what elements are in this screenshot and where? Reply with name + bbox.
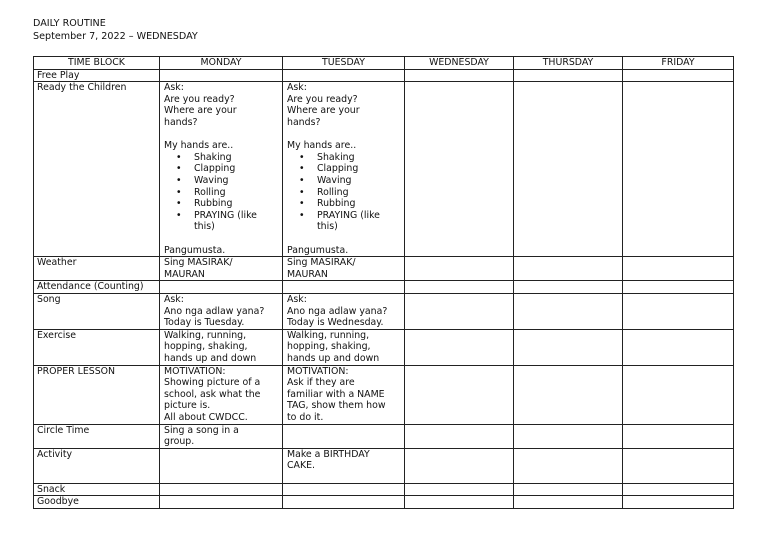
thursday-cell xyxy=(514,257,623,281)
monday-cell: Ask: Are you ready? Where are your hands? My hands are.. • Shaking • Clapping • Waving • Rolling • Rubbing • PRAYING (like this) Pangumusta. xyxy=(160,82,283,257)
tuesday-cell xyxy=(283,281,405,294)
header-row xyxy=(34,57,734,70)
col-thursday: THURSDAY xyxy=(514,57,623,70)
wednesday-cell xyxy=(405,448,514,483)
friday-cell xyxy=(623,365,734,424)
monday-cell: Sing a song in a group. xyxy=(160,424,283,448)
wednesday-cell xyxy=(405,365,514,424)
list-item: • Rubbing xyxy=(317,198,401,210)
monday-cell xyxy=(160,483,283,496)
list-item: • Rolling xyxy=(317,187,401,199)
tuesday-cell: Walking, running, hopping, shaking, hands up and down xyxy=(283,329,405,365)
list-item: • Shaking xyxy=(317,152,401,164)
col-wednesday: WEDNESDAY xyxy=(405,57,514,70)
thursday-cell xyxy=(514,69,623,82)
wednesday-cell xyxy=(405,483,514,496)
table-row xyxy=(34,293,734,329)
friday-cell xyxy=(623,329,734,365)
wednesday-cell xyxy=(405,424,514,448)
list-item: • Rolling xyxy=(194,187,279,199)
wednesday-cell xyxy=(405,82,514,257)
friday-cell xyxy=(623,448,734,483)
list-item: • PRAYING (like this) xyxy=(317,210,401,233)
tuesday-cell: Sing MASIRAK/ MAURAN xyxy=(283,257,405,281)
table-row xyxy=(34,483,734,496)
list-item: • Waving xyxy=(317,175,401,187)
tuesday-cell: Ask: Are you ready? Where are your hands? My hands are.. • Shaking • Clapping • Waving • Rolling • Rubbing • PRAYING (like this) Pangumusta. xyxy=(283,82,405,257)
wednesday-cell xyxy=(405,329,514,365)
thursday-cell xyxy=(514,496,623,509)
thursday-cell xyxy=(514,448,623,483)
monday-cell: Sing MASIRAK/ MAURAN xyxy=(160,257,283,281)
col-friday: FRIDAY xyxy=(623,57,734,70)
document-title: DAILY ROUTINE xyxy=(33,18,106,29)
tuesday-cell: Make a BIRTHDAY CAKE. xyxy=(283,448,405,483)
wednesday-cell xyxy=(405,257,514,281)
table-row xyxy=(34,424,734,448)
col-tuesday: TUESDAY xyxy=(283,57,405,70)
time-block-cell: Song xyxy=(34,293,160,329)
friday-cell xyxy=(623,69,734,82)
list-item: • PRAYING (like this) xyxy=(194,210,279,233)
monday-cell xyxy=(160,496,283,509)
tuesday-cell xyxy=(283,424,405,448)
monday-cell xyxy=(160,448,283,483)
table-row xyxy=(34,329,734,365)
monday-cell xyxy=(160,281,283,294)
friday-cell xyxy=(623,483,734,496)
thursday-cell xyxy=(514,329,623,365)
tuesday-cell xyxy=(283,69,405,82)
tuesday-cell xyxy=(283,496,405,509)
friday-cell xyxy=(623,281,734,294)
friday-cell xyxy=(623,424,734,448)
hands-list xyxy=(164,152,279,233)
daily-routine-table xyxy=(33,56,734,509)
thursday-cell xyxy=(514,82,623,257)
tuesday-cell: Ask: Ano nga adlaw yana? Today is Wednesday. xyxy=(283,293,405,329)
document-header xyxy=(33,18,198,43)
monday-cell xyxy=(160,69,283,82)
thursday-cell xyxy=(514,365,623,424)
tuesday-cell: MOTIVATION: Ask if they are familiar with a NAME TAG, show them how to do it. xyxy=(283,365,405,424)
table-row xyxy=(34,496,734,509)
time-block-cell: PROPER LESSON xyxy=(34,365,160,424)
friday-cell xyxy=(623,496,734,509)
time-block-cell: Circle Time xyxy=(34,424,160,448)
list-item: • Shaking xyxy=(194,152,279,164)
time-block-cell: Ready the Children xyxy=(34,82,160,257)
tuesday-cell xyxy=(283,483,405,496)
time-block-cell: Activity xyxy=(34,448,160,483)
hands-list xyxy=(287,152,401,233)
list-item: • Waving xyxy=(194,175,279,187)
time-block-cell: Free Play xyxy=(34,69,160,82)
table-row xyxy=(34,257,734,281)
col-time-block: TIME BLOCK xyxy=(34,57,160,70)
col-monday: MONDAY xyxy=(160,57,283,70)
time-block-cell: Attendance (Counting) xyxy=(34,281,160,294)
table-row xyxy=(34,448,734,483)
monday-cell: Ask: Ano nga adlaw yana? Today is Tuesday. xyxy=(160,293,283,329)
list-item: • Rubbing xyxy=(194,198,279,210)
time-block-cell: Snack xyxy=(34,483,160,496)
wednesday-cell xyxy=(405,69,514,82)
table-row xyxy=(34,365,734,424)
wednesday-cell xyxy=(405,293,514,329)
friday-cell xyxy=(623,82,734,257)
thursday-cell xyxy=(514,293,623,329)
wednesday-cell xyxy=(405,496,514,509)
friday-cell xyxy=(623,293,734,329)
table-row xyxy=(34,69,734,82)
friday-cell xyxy=(623,257,734,281)
time-block-cell: Exercise xyxy=(34,329,160,365)
thursday-cell xyxy=(514,281,623,294)
monday-cell: Walking, running, hopping, shaking, hands up and down xyxy=(160,329,283,365)
wednesday-cell xyxy=(405,281,514,294)
list-item: • Clapping xyxy=(194,163,279,175)
time-block-cell: Goodbye xyxy=(34,496,160,509)
time-block-cell: Weather xyxy=(34,257,160,281)
thursday-cell xyxy=(514,424,623,448)
table-row xyxy=(34,281,734,294)
document-date: September 7, 2022 – WEDNESDAY xyxy=(33,30,198,42)
list-item: • Clapping xyxy=(317,163,401,175)
monday-cell: MOTIVATION: Showing picture of a school, ask what the picture is. All about CWDCC. xyxy=(160,365,283,424)
table-row xyxy=(34,82,734,257)
thursday-cell xyxy=(514,483,623,496)
